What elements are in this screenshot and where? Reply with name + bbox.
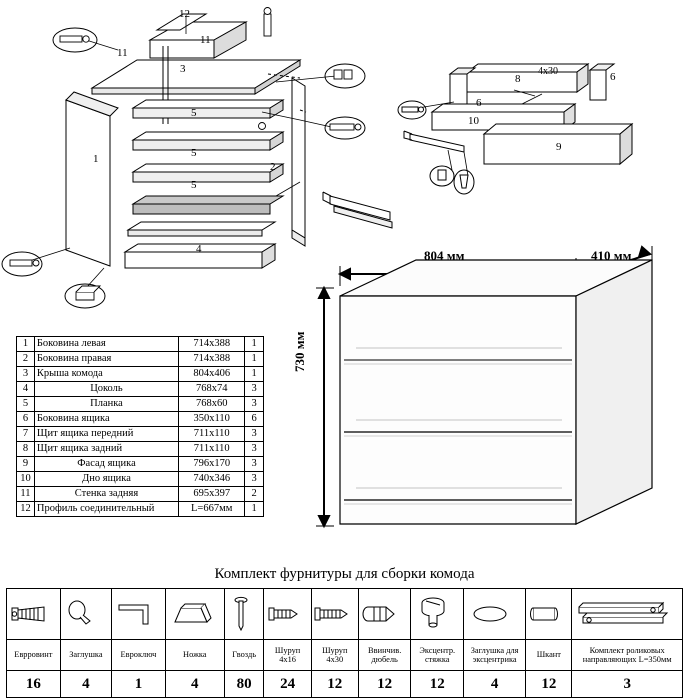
label-line-1: Заглушка для	[470, 645, 519, 655]
part-size: 740х346	[179, 472, 245, 487]
part-name: Фасад ящика	[34, 457, 178, 472]
part-qty: 6	[245, 412, 264, 427]
part-qty: 3	[245, 382, 264, 397]
part-number: 9	[17, 457, 35, 472]
label-line-1: Шуруп	[274, 645, 301, 655]
table-row	[17, 457, 264, 472]
label-line-1: Шуруп	[322, 645, 348, 655]
part-qty: 3	[245, 457, 264, 472]
table-row	[17, 472, 264, 487]
table-row	[17, 382, 264, 397]
part-number: 8	[17, 442, 35, 457]
fitting-count-nail: 80	[224, 671, 264, 698]
eccentric-cap-icon	[464, 589, 526, 640]
svg-text:3: 3	[180, 63, 186, 75]
table-row	[17, 442, 264, 457]
label-line-2: 4х30	[326, 655, 344, 664]
fittings-title: Комплект фурнитуры для сборки комода	[214, 566, 475, 582]
part-size: 695х397	[179, 487, 245, 502]
svg-text:11: 11	[117, 47, 128, 59]
svg-text:4х30: 4х30	[538, 66, 558, 77]
fitting-count-leg: 4	[165, 671, 224, 698]
part-number: 10	[17, 472, 35, 487]
part-name: Щит ящика задний	[34, 442, 178, 457]
fitting-label-screw-4x30	[311, 640, 358, 671]
part-name: Крыша комода	[34, 367, 178, 382]
svg-text:8: 8	[515, 73, 521, 85]
fittings-table	[6, 588, 683, 698]
svg-text:5: 5	[191, 147, 197, 159]
svg-text:4: 4	[196, 243, 202, 255]
part-name: Стенка задняя	[34, 487, 178, 502]
drawer-detail-diagram	[392, 30, 682, 220]
part-number: 6	[17, 412, 35, 427]
label-line-2: стяжка	[424, 655, 450, 664]
drawer-slides-icon	[572, 589, 683, 640]
table-row	[17, 367, 264, 382]
svg-text:1: 1	[93, 153, 99, 165]
fitting-label-screw-in-dowel	[358, 640, 411, 671]
part-qty: 3	[245, 427, 264, 442]
part-name: Цоколь	[34, 382, 178, 397]
part-name: Боковина левая	[34, 337, 178, 352]
part-name: Боковина правая	[34, 352, 178, 367]
screw-4x30-icon	[311, 589, 358, 640]
part-size: 804х406	[179, 367, 245, 382]
eccentric-coupler-icon	[411, 589, 464, 640]
leg-icon	[165, 589, 224, 640]
euro-key-icon	[112, 589, 166, 640]
label-line-2: 4х16	[279, 655, 296, 664]
part-name: Профиль соединительный	[34, 502, 178, 517]
part-name: Боковина ящика	[34, 412, 178, 427]
dresser-3d-view	[286, 236, 686, 556]
fitting-count-dowel: 12	[526, 671, 572, 698]
fitting-count-screw-in-dowel: 12	[358, 671, 411, 698]
screw-in-dowel-icon	[358, 589, 411, 640]
fitting-label-cap: Заглушка	[60, 640, 112, 671]
part-number: 11	[17, 487, 35, 502]
svg-text:2: 2	[270, 161, 276, 173]
svg-text:6: 6	[610, 71, 616, 83]
part-name: Дно ящика	[34, 472, 178, 487]
fitting-label-dowel: Шкант	[526, 640, 572, 671]
table-row	[17, 397, 264, 412]
part-number: 3	[17, 367, 35, 382]
euro-screw-icon	[7, 589, 61, 640]
table-row	[17, 487, 264, 502]
part-number: 2	[17, 352, 35, 367]
fitting-label-nail: Гвоздь	[224, 640, 264, 671]
fitting-label-eccentric-coupler	[411, 640, 464, 671]
part-size: 714х388	[179, 337, 245, 352]
part-qty: 3	[245, 397, 264, 412]
dimension-depth: 410 мм	[591, 248, 632, 263]
fitting-count-screw-4x30: 12	[311, 671, 358, 698]
dowel-icon	[526, 589, 572, 640]
fitting-label-drawer-slides	[572, 640, 683, 671]
part-size: 768х60	[179, 397, 245, 412]
fitting-count-eccentric-coupler: 12	[411, 671, 464, 698]
table-row	[17, 352, 264, 367]
fitting-label-eccentric-cap	[464, 640, 526, 671]
svg-text:12: 12	[179, 8, 190, 20]
table-row	[17, 337, 264, 352]
label-line-1: Комплект роликовых	[589, 645, 665, 655]
part-number: 12	[17, 502, 35, 517]
label-line-2: дюбель	[371, 655, 398, 664]
part-qty: 1	[245, 502, 264, 517]
fitting-label-euro-key: Евроключ	[112, 640, 166, 671]
part-name: Планка	[34, 397, 178, 412]
dimension-height: 730 мм	[292, 331, 307, 372]
part-size: 714х388	[179, 352, 245, 367]
part-qty: 1	[245, 352, 264, 367]
part-number: 1	[17, 337, 35, 352]
part-qty: 3	[245, 442, 264, 457]
svg-text:5: 5	[191, 179, 197, 191]
label-line-1: Эксцентр.	[419, 645, 456, 655]
fitting-count-euro-key: 1	[112, 671, 166, 698]
part-size: L=667мм	[179, 502, 245, 517]
label-line-1: Ввинчив.	[368, 645, 402, 655]
svg-text:10: 10	[468, 115, 479, 127]
fitting-count-cap: 4	[60, 671, 112, 698]
fitting-label-leg: Ножка	[165, 640, 224, 671]
svg-text:6: 6	[476, 97, 482, 109]
part-size: 711х110	[179, 442, 245, 457]
svg-text:9: 9	[556, 141, 562, 153]
cap-icon	[60, 589, 112, 640]
fitting-count-drawer-slides: 3	[572, 671, 683, 698]
part-number: 5	[17, 397, 35, 412]
part-number: 7	[17, 427, 35, 442]
fitting-label-screw-4x16	[264, 640, 311, 671]
part-size: 350х110	[179, 412, 245, 427]
fitting-count-eccentric-cap: 4	[464, 671, 526, 698]
part-size: 711х110	[179, 427, 245, 442]
table-row	[17, 502, 264, 517]
parts-table	[16, 336, 264, 517]
nail-icon	[224, 589, 264, 640]
table-row	[17, 412, 264, 427]
label-line-2: эксцентрика	[472, 655, 517, 664]
fitting-label-euro-screw: Еврровинт	[7, 640, 61, 671]
svg-text:5: 5	[191, 107, 197, 119]
fitting-count-euro-screw: 16	[7, 671, 61, 698]
part-qty: 1	[245, 337, 264, 352]
table-row	[17, 427, 264, 442]
dimension-width: 804 мм	[424, 248, 465, 263]
part-qty: 3	[245, 472, 264, 487]
part-number: 4	[17, 382, 35, 397]
part-size: 796х170	[179, 457, 245, 472]
svg-text:11: 11	[200, 34, 211, 46]
part-qty: 2	[245, 487, 264, 502]
screw-4x16-icon	[264, 589, 311, 640]
part-size: 768х74	[179, 382, 245, 397]
fitting-count-screw-4x16: 24	[264, 671, 311, 698]
label-line-2: направляющих L=350мм	[582, 655, 672, 664]
part-qty: 1	[245, 367, 264, 382]
part-name: Щит ящика передний	[34, 427, 178, 442]
